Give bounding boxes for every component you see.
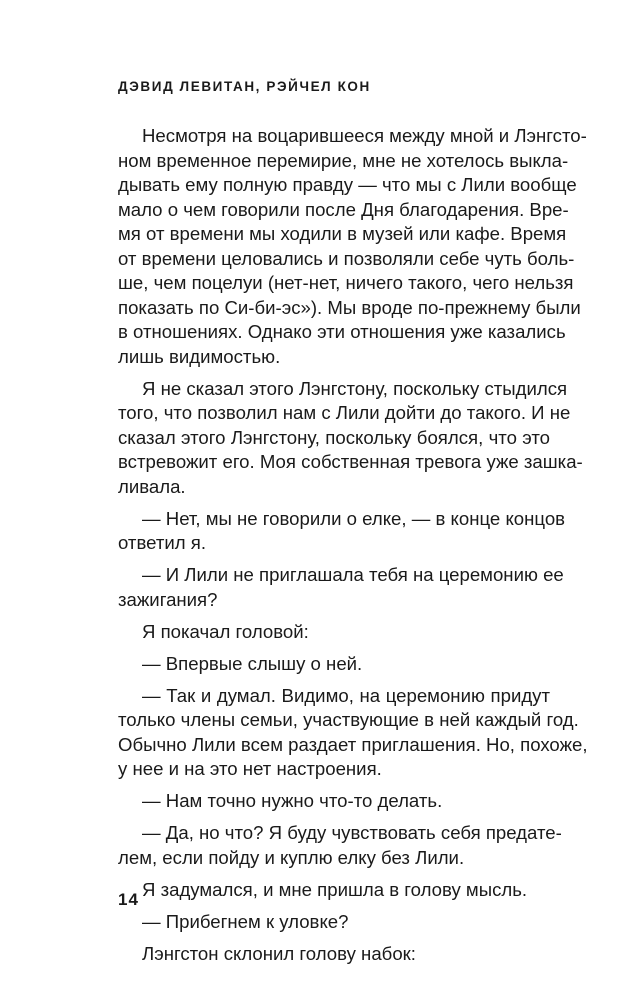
text-line: — Нам точно нужно что-то делать.: [142, 790, 443, 811]
paragraph-gap: [118, 499, 550, 507]
text-line: ответил я.: [118, 532, 206, 553]
text-line: у нее и на это нет настроения.: [118, 758, 382, 779]
text-line: сказал этого Лэнгстону, поскольку боялся, что это: [118, 426, 550, 448]
paragraph-gap: [118, 934, 550, 942]
text-line: — Да, но что? Я буду чувствовать себя предате-: [142, 822, 562, 843]
text-line: Я не сказал этого Лэнгстону, поскольку стыдился: [142, 377, 568, 399]
text-line: — И Лили не приглашала тебя на церемонию ее: [142, 564, 564, 585]
running-head: ДЭВИД ЛЕВИТАН, РЭЙЧЕЛ КОН: [118, 79, 371, 94]
text-line: Несмотря на воцарившееся между мной и Лэнгсто-: [142, 125, 587, 146]
text-line: того, что позволил нам с Лили дойти до такого. И не: [118, 402, 571, 423]
text-line: Лэнгстон склонил голову набок:: [142, 942, 416, 964]
paragraph-gap: [118, 612, 550, 620]
text-line: встревожит его. Моя собственная тревога уже зашка-: [118, 451, 583, 472]
text-line: от времени целовались и позволяли себе чуть боль-: [118, 247, 575, 269]
paragraph-gap: [118, 676, 550, 684]
text-line: дывать ему полную правду — что мы с Лили вообще: [118, 174, 577, 195]
paragraph-gap: [118, 556, 550, 564]
text-line: Я задумался, и мне пришла в голову мысль.: [142, 878, 528, 900]
text-line: лем, если пойду и куплю елку без Лили.: [118, 846, 465, 868]
paragraph-gap: [118, 870, 550, 878]
text-line: — Так и думал. Видимо, на церемонию придут: [142, 684, 550, 706]
paragraph-gap: [118, 644, 550, 652]
text-line: лишь видимостью.: [118, 345, 281, 367]
text-line: в отношениях. Однако эти отношения уже казались: [118, 321, 566, 342]
paragraph-gap: [118, 782, 550, 790]
text-line: — Нет, мы не говорили о елке, — в конце концов: [142, 507, 566, 529]
body-text: [118, 124, 588, 966]
text-line: мя от времени мы ходили в музей или кафе. Время: [118, 223, 567, 244]
text-line: зажигания?: [118, 588, 218, 610]
paragraph-gap: [118, 814, 550, 822]
text-line: только члены семьи, участвующие в ней каждый год.: [118, 709, 579, 730]
text-line: Обычно Лили всем раздает приглашения. Но, похоже,: [118, 733, 588, 755]
page-number: 14: [118, 890, 139, 909]
text-line: — Впервые слышу о ней.: [142, 652, 363, 674]
paragraph-gap: [118, 369, 550, 377]
text-line: мало о чем говорили после Дня благодарения. Вре-: [118, 198, 569, 220]
text-line: показать по Си-би-эс»). Мы вроде по-прежнему были: [118, 296, 581, 318]
text-line: ливала.: [118, 475, 186, 497]
text-line: ше, чем поцелуи (нет-нет, ничего такого, чего нельзя: [118, 272, 574, 293]
paragraph-gap: [118, 902, 550, 910]
text-line: ном временное перемирие, мне не хотелось выкла-: [118, 149, 569, 171]
text-line: Я покачал головой:: [142, 620, 309, 642]
text-line: — Прибегнем к уловке?: [142, 910, 349, 932]
